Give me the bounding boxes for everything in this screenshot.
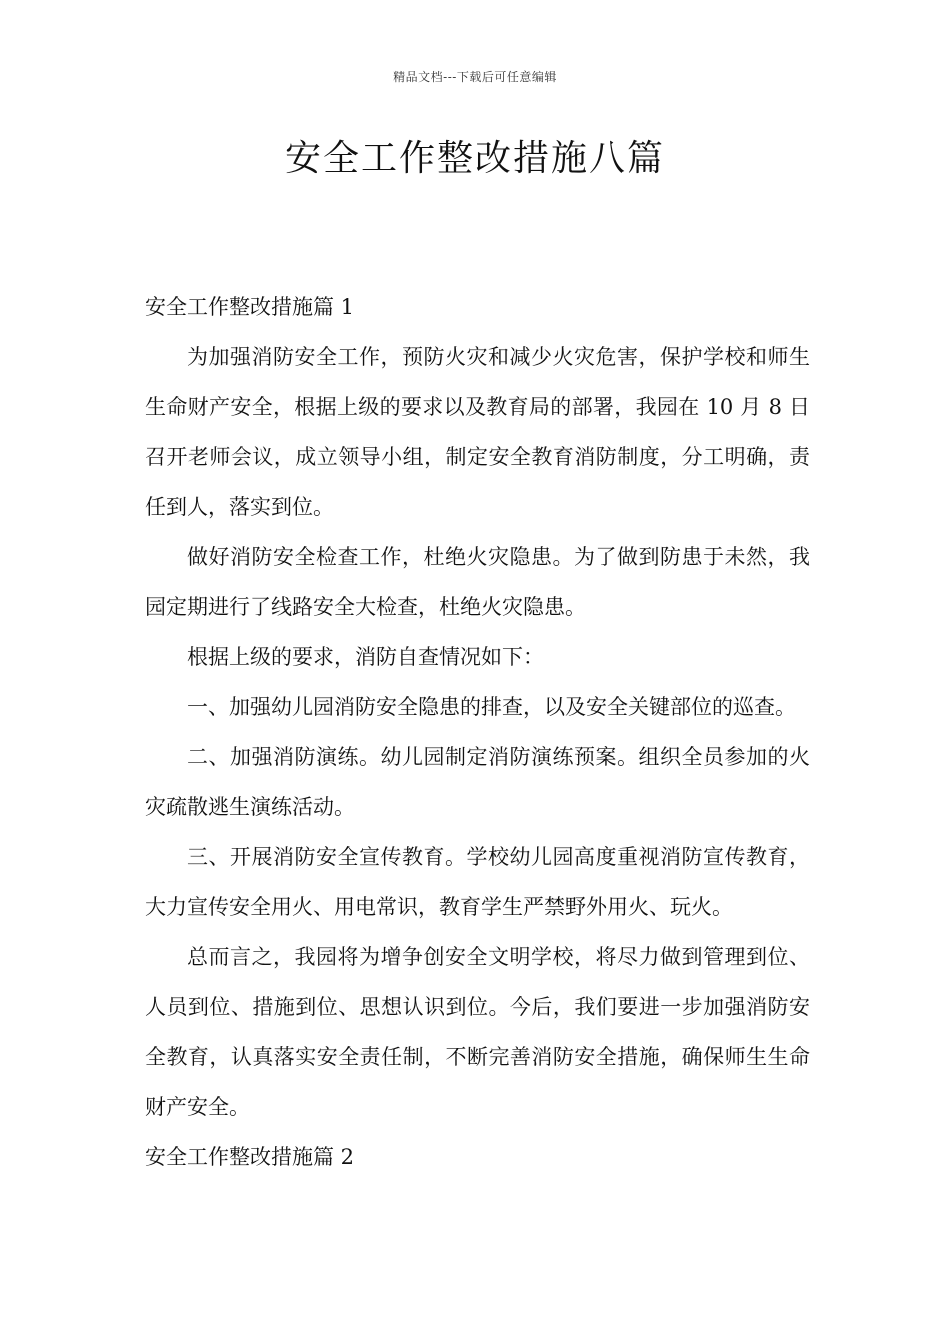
paragraph: 总而言之，我园将为增争创安全文明学校，将尽力做到管理到位、人员到位、措施到位、思想认识到位。今后，我们要进一步加强消防安全教育，认真落实安全责任制，不断完善消防安全措施，确保师生生命财产安全。	[145, 945, 810, 1119]
paragraph: 二、加强消防演练。幼儿园制定消防演练预案。组织全员参加的火灾疏散逃生演练活动。	[145, 745, 810, 819]
paragraph: 根据上级的要求，消防自查情况如下：	[187, 645, 544, 669]
document-title: 安全工作整改措施八篇	[284, 138, 665, 179]
header-note: 精品文档---下载后可任意编辑	[393, 70, 557, 84]
paragraph: 三、开展消防安全宣传教育。学校幼儿园高度重视消防宣传教育，大力宣传安全用火、用电常识，教育学生严禁野外用火、玩火。	[145, 845, 810, 919]
paragraph: 为加强消防安全工作，预防火灾和减少火灾危害，保护学校和师生生命财产安全，根据上级的要求以及教育局的部署，我园在 10 月 8 日召开老师会议，成立领导小组，制定安全教育消防制度，分工明确，责任到人，落实到位。	[145, 345, 810, 519]
paragraph: 做好消防安全检查工作，杜绝火灾隐患。为了做到防患于未然，我园定期进行了线路安全大检查，杜绝火灾隐患。	[145, 545, 810, 619]
section-heading-1: 安全工作整改措施篇 1	[145, 295, 355, 319]
document-body	[145, 282, 810, 1182]
section-heading-2: 安全工作整改措施篇 2	[145, 1145, 355, 1169]
paragraph: 一、加强幼儿园消防安全隐患的排查，以及安全关键部位的巡查。	[187, 695, 796, 719]
